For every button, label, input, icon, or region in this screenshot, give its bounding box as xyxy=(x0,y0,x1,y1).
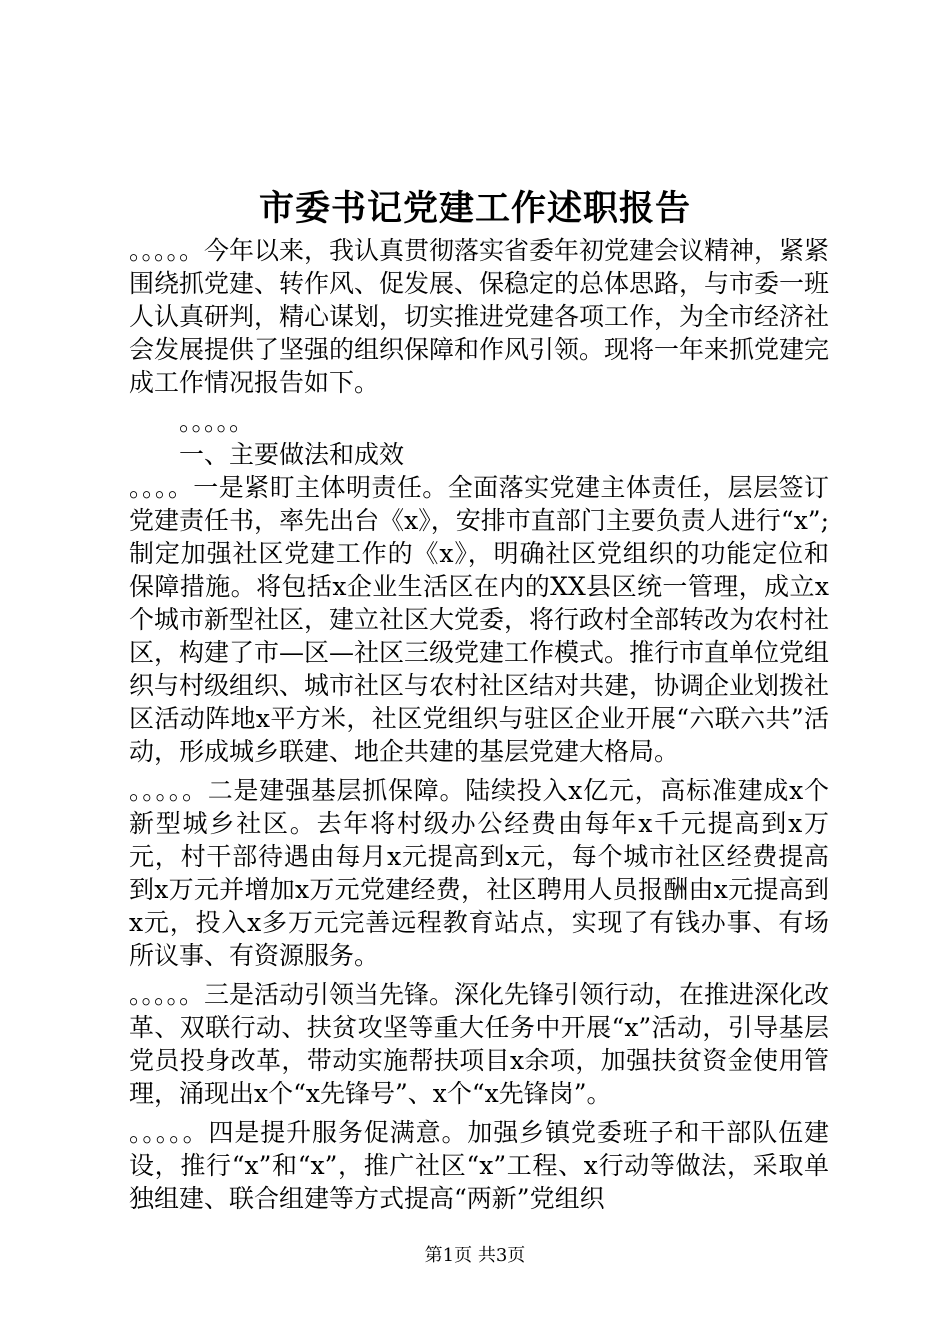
document-body xyxy=(129,234,829,1215)
body-paragraph-4: 。。。。。四是提升服务促满意。加强乡镇党委班子和干部队伍建设，推行“x”和“x”，推广社区“x”工程、x行动等做法，采取单独组建、联合组建等方式提高“两新”党组织 xyxy=(129,1118,829,1213)
placeholder-line: 。。。。。 xyxy=(179,407,255,436)
body-paragraph-3: 。。。。。三是活动引领当先锋。深化先锋引领行动，在推进深化改革、双联行动、扶贫攻坚等重大任务中开展“x”活动，引导基层党员投身改革，带动实施帮扶项目x余项，加强扶贫资金使用管理，涌现出x个“x先锋号”、x个“x先锋岗”。 xyxy=(129,980,830,1108)
body-paragraph-1: 。。。。一是紧盯主体明责任。全面落实党建主体责任，层层签订党建责任书，率先出台《x》，安排市直部门主要负责人进行“x”;制定加强社区党建工作的《x》，明确社区党组织的功能定位和保障措施。将包括x企业生活区在内的XX县区统一管理，成立x个城市新型社区，建立社区大党委，将行政村全部转改为农村社区，构建了市—区—社区三级党建工作模式。推行市直单位党组织与村级组织、城市社区与农村社区结对共建，协调企业划拨社区活动阵地x平方米，社区党组织与驻区企业开展“六联六共”活动，形成城乡联建、地企共建的基层党建大格局。 xyxy=(129,473,830,766)
intro-paragraph: 。。。。。今年以来，我认真贯彻落实省委年初党建会议精神，紧紧围绕抓党建、转作风、促发展、保稳定的总体思路，与市委一班人认真研判，精心谋划，切实推进党建各项工作，为全市经济社会发展提供了坚强的组织保障和作风引领。现将一年来抓党建完成工作情况报告如下。 xyxy=(129,236,830,397)
document-title: 市委书记党建工作述职报告 xyxy=(258,188,691,229)
page-footer: 第1页 共3页 xyxy=(424,1245,526,1266)
section-heading: 一、主要做法和成效 xyxy=(179,440,405,469)
body-paragraph-2: 。。。。。二是建强基层抓保障。陆续投入x亿元，高标准建成x个新型城乡社区。去年将村级办公经费由每年x千元提高到x万元，村干部待遇由每月x元提高到x元，每个城市社区经费提高到x万元并增加x万元党建经费，社区聘用人员报酬由x元提高到x元，投入x多万元完善远程教育站点，实现了有钱办事、有场所议事、有资源服务。 xyxy=(129,776,829,970)
